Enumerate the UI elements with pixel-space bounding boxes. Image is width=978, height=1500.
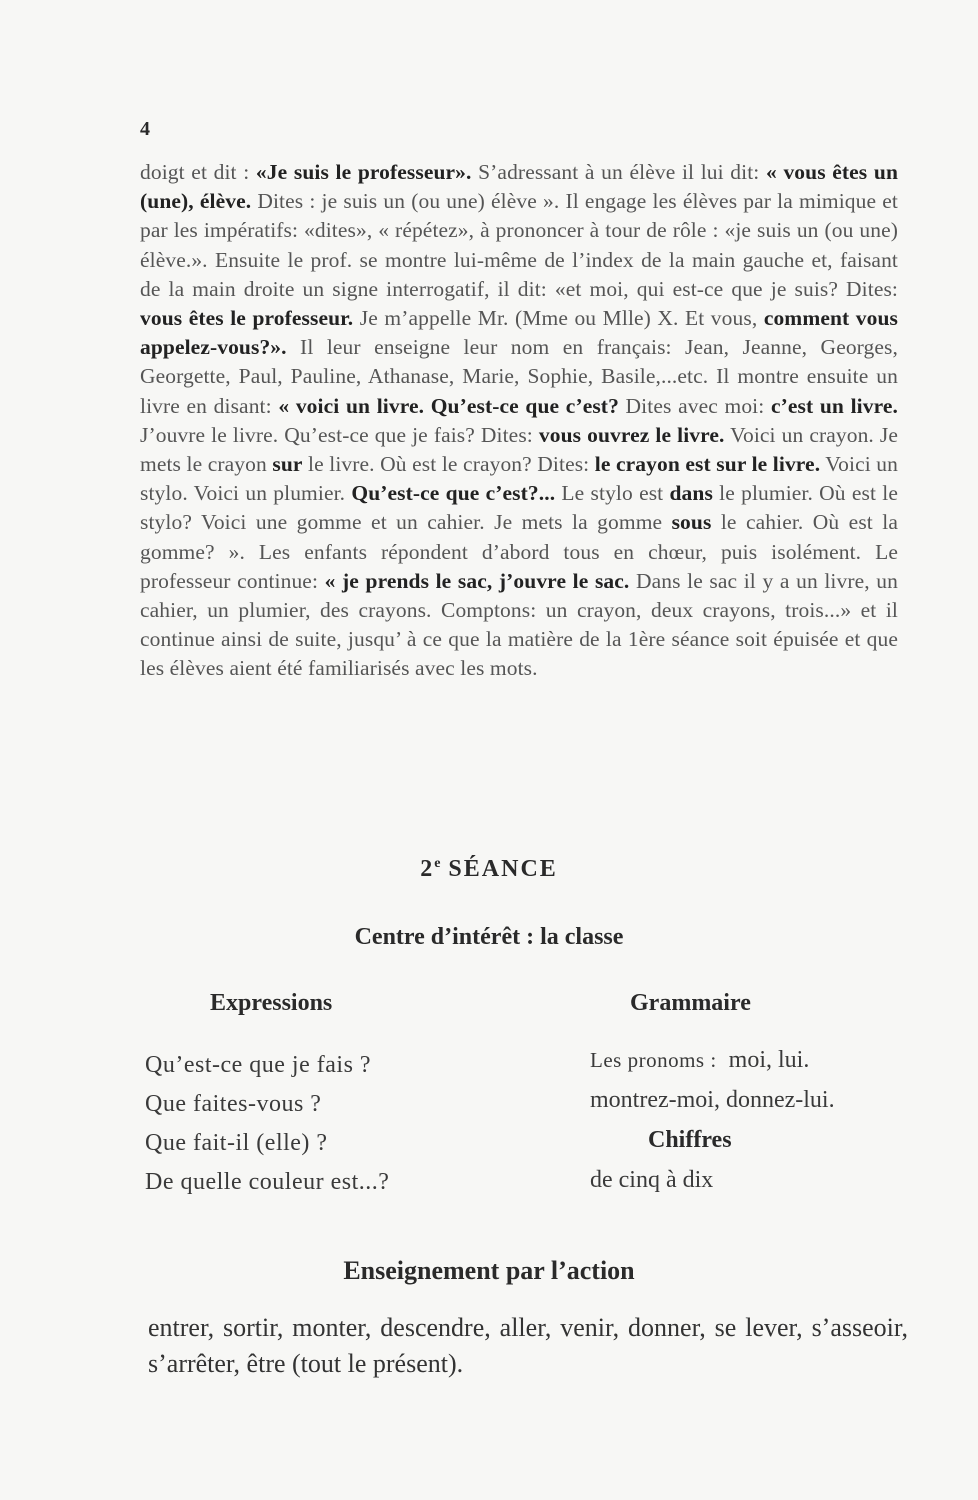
emphasized-text: le crayon est sur le livre.: [594, 452, 821, 477]
session-number: 2: [420, 856, 435, 882]
expression-item: Que fait-il (elle) ?: [145, 1130, 328, 1156]
body-text-run: le livre. Où est le crayon? Dites:: [302, 452, 595, 477]
page-number: 4: [140, 118, 150, 140]
body-text-run: le plumier. Où est le stylo? Voici une gomme et un cahier. Je mets la gomme: [140, 481, 899, 535]
session-title: [0, 856, 978, 883]
pronoms-label: Les pronoms :: [590, 1048, 717, 1072]
expressions-heading: Expressions: [210, 990, 333, 1016]
action-verbs: entrer, sortir, monter, descendre, aller, venir, donner, se lever, s’asseoir, s’arrêter, être (tout le présent).: [148, 1313, 908, 1378]
session-number-suffix: e: [434, 856, 441, 871]
body-text-run: Voici un crayon. Je mets le crayon: [140, 422, 899, 477]
expression-item: Qu’est-ce que je fais ?: [145, 1052, 372, 1078]
emphasized-text: « je prends le sac, j’ouvre le sac.: [324, 568, 630, 593]
emphasized-text: c’est un livre.: [770, 393, 898, 418]
numbers-value: de cinq à dix: [590, 1167, 714, 1193]
emphasized-text: « vous êtes un (une), élève.: [140, 160, 898, 214]
body-text-run: le cahier. Où est la gomme? ». Les enfants répondent d’abord tous en chœur, puis isolément. Le professeur continue:: [140, 510, 898, 593]
expressions-list: [145, 1046, 389, 1202]
numbers-heading: Chiffres: [648, 1127, 732, 1153]
body-text-run: Voici un stylo. Voici un plumier.: [140, 452, 898, 506]
body-paragraph: [140, 158, 898, 684]
body-text-run: Dites : je suis un (ou une) élève ». Il engage les élèves par la mimique et par les impératifs: «dites», « répétez», à prononcer à tour de rôle : «je suis un (ou une) élève.». Ensuite le prof. se montre lui-même de l’index de la main gauche et, faisant de la main droite un signe interrogatif, il dit: «et moi, qui est-ce que je suis? Dites:: [140, 189, 898, 301]
emphasized-text: sous: [671, 510, 712, 535]
session-label: SÉANCE: [448, 856, 558, 882]
pronoms-row: [590, 1040, 920, 1080]
body-text-run: Dans le sac il y a un livre, un cahier, un plumier, des crayons. Comptons: un crayon, deux crayons, trois...» et il continue ainsi de suite, jusqu’ à ce que la matière de la 1ère séance soit épuisée et que les élèves aient été familiarisés avec les mots.: [140, 568, 899, 681]
emphasized-text: vous êtes le professeur.: [140, 306, 354, 331]
body-text-run: S’adressant à un élève il lui dit:: [471, 160, 766, 184]
pronoms-examples: montrez-moi, donnez-lui.: [590, 1087, 835, 1113]
emphasized-text: dans: [669, 481, 713, 506]
body-text-run: Il leur enseigne leur nom en français: Jean, Jeanne, Georges, Georgette, Paul, Pauline, Athanase, Marie, Sophie, Basile,...etc. Il montre ensuite un livre en disant:: [140, 335, 898, 418]
grammar-heading: Grammaire: [630, 990, 751, 1016]
expression-item: Que faites-vous ?: [145, 1091, 322, 1117]
body-text-run: doigt et dit :: [140, 160, 256, 184]
emphasized-text: Qu’est-ce que c’est?...: [351, 481, 556, 506]
body-text-run: Dites avec moi:: [618, 393, 771, 418]
action-heading: Enseignement par l’action: [343, 1256, 635, 1285]
body-text-run: J’ouvre le livre. Qu’est-ce que je fais? Dites:: [140, 422, 539, 447]
emphasized-text: vous ouvrez le livre.: [538, 422, 725, 447]
emphasized-text: « voici un livre. Qu’est-ce que c’est?: [278, 393, 619, 418]
expression-item: De quelle couleur est...?: [145, 1169, 390, 1195]
body-text-run: Le stylo est: [555, 481, 670, 506]
emphasized-text: comment vous appelez-vous?».: [140, 306, 899, 360]
emphasized-text: sur: [272, 452, 303, 477]
pronoms-value: moi, lui.: [728, 1047, 810, 1073]
grammar-list: [590, 1040, 920, 1200]
center-of-interest-heading: Centre d’intérêt : la classe: [354, 924, 624, 950]
emphasized-text: «Je suis le professeur».: [255, 160, 472, 184]
body-text-run: Je m’appelle Mr. (Mme ou Mlle) X. Et vous,: [353, 306, 764, 331]
